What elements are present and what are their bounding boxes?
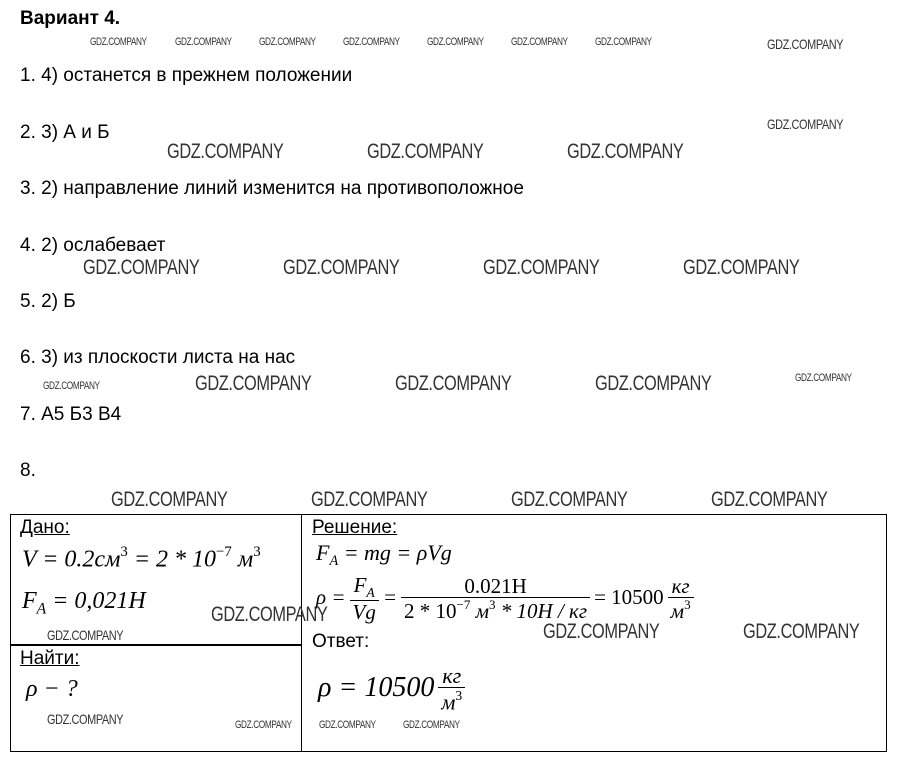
- watermark: GDZ.COMPANY: [211, 603, 328, 626]
- given-label: Дано:: [20, 517, 70, 538]
- answer-label: Ответ:: [312, 631, 370, 652]
- watermark: GDZ.COMPANY: [427, 36, 484, 48]
- find-value: ρ − ?: [26, 676, 78, 702]
- answer-5: 5. 2) Б: [20, 291, 76, 312]
- formula-density: ρ = $\frac{F_A}{Vg}$ = $\frac{0.021H}{2 * 10^{-7} м^3 * 10H / кг}$ = 10500 $\frac{кг}{м^3}$: [316, 574, 698, 624]
- watermark: GDZ.COMPANY: [47, 711, 124, 727]
- watermark: GDZ.COMPANY: [167, 140, 284, 163]
- watermark: GDZ.COMPANY: [111, 488, 228, 511]
- answer-4: 4. 2) ослабевает: [20, 235, 166, 256]
- watermark: GDZ.COMPANY: [319, 719, 376, 731]
- answer-7: 7. А5 Б3 В4: [20, 404, 122, 425]
- watermark: GDZ.COMPANY: [259, 36, 316, 48]
- watermark: GDZ.COMPANY: [195, 372, 312, 395]
- answer-8: 8.: [20, 460, 36, 481]
- find-label: Найти:: [20, 648, 80, 669]
- watermark: GDZ.COMPANY: [767, 36, 844, 52]
- watermark: GDZ.COMPANY: [83, 256, 200, 279]
- watermark: GDZ.COMPANY: [43, 380, 100, 392]
- watermark: GDZ.COMPANY: [283, 256, 400, 279]
- watermark: GDZ.COMPANY: [595, 372, 712, 395]
- watermark: GDZ.COMPANY: [511, 488, 628, 511]
- watermark: GDZ.COMPANY: [711, 488, 828, 511]
- watermark: GDZ.COMPANY: [90, 36, 147, 48]
- watermark: GDZ.COMPANY: [683, 256, 800, 279]
- answer-2: 2. 3) А и Б: [20, 122, 110, 143]
- watermark: GDZ.COMPANY: [483, 256, 600, 279]
- final-answer: ρ = 10500 $\frac{кг}{м^3}$: [318, 664, 469, 715]
- watermark: GDZ.COMPANY: [567, 140, 684, 163]
- watermark: GDZ.COMPANY: [543, 620, 660, 643]
- watermark: GDZ.COMPANY: [595, 36, 652, 48]
- watermark: GDZ.COMPANY: [795, 372, 852, 384]
- watermark: GDZ.COMPANY: [367, 140, 484, 163]
- watermark: GDZ.COMPANY: [743, 620, 860, 643]
- watermark: GDZ.COMPANY: [175, 36, 232, 48]
- watermark: GDZ.COMPANY: [343, 36, 400, 48]
- watermark: GDZ.COMPANY: [403, 719, 460, 731]
- watermark: GDZ.COMPANY: [235, 719, 292, 731]
- solution-label: Решение:: [312, 517, 398, 538]
- watermark: GDZ.COMPANY: [395, 372, 512, 395]
- given-force: $F_A = 0,021H$: [22, 588, 146, 618]
- given-volume: $V = 0.2см^3 = 2 * 10^{-7}$ $м^3$: [22, 544, 261, 573]
- answer-1: 1. 4) останется в прежнем положении: [20, 65, 353, 86]
- formula-archimedes: $F_A$ = mg = ρVg: [316, 540, 452, 569]
- given-divider: [10, 644, 302, 646]
- watermark: GDZ.COMPANY: [511, 36, 568, 48]
- answer-3: 3. 2) направление линий изменится на противоположное: [20, 178, 524, 199]
- answer-6: 6. 3) из плоскости листа на нас: [20, 347, 296, 368]
- watermark: GDZ.COMPANY: [767, 116, 844, 132]
- watermark: GDZ.COMPANY: [311, 488, 428, 511]
- watermark: GDZ.COMPANY: [47, 627, 124, 643]
- page-title: Вариант 4.: [20, 8, 121, 29]
